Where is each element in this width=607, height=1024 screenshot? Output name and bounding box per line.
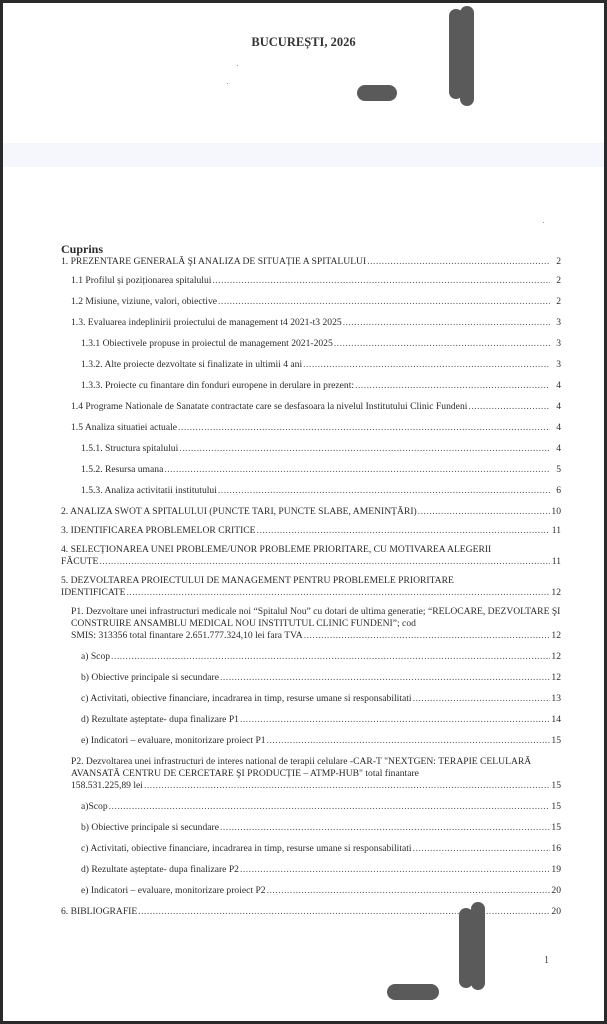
dot-leader: [111, 651, 550, 663]
toc-entry[interactable]: [61, 422, 561, 434]
toc-entry-label: 3. IDENTIFICAREA PROBLEMELOR CRITICE: [61, 525, 256, 536]
redaction-mark: [460, 6, 474, 106]
toc-entry-page: 15: [551, 801, 561, 812]
dot-leader: [240, 714, 550, 726]
toc-entry[interactable]: [61, 338, 561, 350]
toc-entry-label: 6. BIBLIOGRAFIE: [61, 906, 138, 917]
toc-entry-page: 12: [551, 630, 561, 641]
toc-entry-label: 158.531.225,89 lei: [71, 780, 143, 791]
toc-entry[interactable]: [61, 275, 561, 287]
toc-entry-label: d) Rezultate așteptate- dupa finalizare P2: [81, 864, 239, 875]
dot-leader: [334, 338, 550, 350]
toc-entry[interactable]: [61, 380, 561, 392]
toc-entry-page: 2: [556, 275, 561, 286]
dot-leader: [126, 587, 550, 599]
toc-entry-page: 11: [551, 525, 561, 536]
dot-leader: [220, 672, 550, 684]
toc-entry-label: e) Indicatori – evaluare, monitorizare proiect P2: [81, 885, 266, 896]
dot-leader: [413, 693, 550, 705]
toc-entry-label: 1.3. Evaluarea indeplinirii proiectului de management t4 2021-t3 2025: [71, 317, 342, 328]
toc-entry[interactable]: [61, 906, 561, 918]
toc-entry-label: 1.5.2. Resursa umana: [81, 464, 164, 475]
dot-leader: [418, 506, 550, 518]
redaction-mark: [387, 984, 439, 1000]
dot-leader: [99, 556, 550, 568]
toc-entry-page: 5: [556, 464, 561, 475]
scan-speck: [227, 83, 228, 84]
dot-leader: [218, 296, 550, 308]
toc-entry-label: 1.3.1 Obiectivele propuse in proiectul de management 2021-2025: [81, 338, 333, 349]
toc-entry-page: 4: [556, 380, 561, 391]
toc-entry-page: 12: [551, 672, 561, 683]
toc-entry[interactable]: [61, 359, 561, 371]
toc-entry-page: 12: [551, 651, 561, 662]
redaction-mark: [471, 902, 485, 990]
page-gap: [3, 143, 604, 167]
scan-speck: [543, 222, 544, 223]
toc-entry-page: 15: [551, 780, 561, 791]
toc-entry-label: a) Scop: [81, 651, 111, 662]
toc-entry-label: 1.3.2. Alte proiecte dezvoltate si finalizate in ultimii 4 ani: [81, 359, 303, 370]
dot-leader: [240, 864, 550, 876]
toc-entry-label: 2. ANALIZA SWOT A SPITALULUI (PUNCTE TARI, PUNCTE SLABE, AMENINȚĂRI): [61, 506, 417, 517]
toc-entry[interactable]: [61, 714, 561, 726]
toc-entry-label: c) Activitati, obiective financiare, incadrarea in timp, resurse umane si responsabilitati: [81, 693, 412, 704]
toc-entry-label: 1. PREZENTARE GENERALĂ ŞI ANALIZA DE SITUAȚIE A SPITALULUI: [61, 256, 367, 267]
toc-entry-page: 3: [556, 338, 561, 349]
toc-entry[interactable]: [61, 693, 561, 705]
dot-leader: [343, 317, 550, 329]
toc-entry-page: 2: [556, 256, 561, 267]
toc-entry-page: 4: [556, 422, 561, 433]
toc-entry-label: 1.5 Analiza situatiei actuale: [71, 422, 178, 433]
toc-title: Cuprins: [61, 242, 104, 256]
dot-leader: [109, 801, 550, 813]
toc-entry[interactable]: [61, 575, 561, 599]
dot-leader: [468, 401, 550, 413]
toc-entry-label: 1.3.3. Proiecte cu finantare din fonduri europene in derulare in prezent:: [81, 380, 355, 391]
dot-leader: [367, 256, 550, 268]
document-viewport: [3, 3, 604, 1021]
toc-entry-page: 12: [551, 587, 561, 598]
toc-entry-page: 20: [551, 906, 561, 917]
toc-entry-page: 10: [551, 506, 561, 517]
dot-leader: [413, 843, 550, 855]
toc-entry-label: d) Rezultate așteptate- dupa finalizare P1: [81, 714, 239, 725]
dot-leader: [212, 275, 550, 287]
toc-entry-label: e) Indicatori – evaluare, monitorizare proiect P1: [81, 735, 266, 746]
toc-entry[interactable]: [61, 822, 561, 834]
city-date: BUCUREȘTI, 2026: [251, 35, 356, 49]
toc-entry[interactable]: [61, 401, 561, 413]
cover-page-bottom: [3, 3, 604, 143]
toc-entry[interactable]: [61, 801, 561, 813]
toc-entry[interactable]: [61, 756, 561, 792]
toc-entry-label: 1.5.1. Structura spitalului: [81, 443, 179, 454]
toc-entry-page: 6: [556, 485, 561, 496]
toc-entry-page: 16: [551, 843, 561, 854]
dot-leader: [178, 422, 550, 434]
toc-entry-label: IDENTIFICATE: [61, 587, 126, 598]
toc-entry[interactable]: [61, 525, 561, 537]
toc-entry-page: 3: [556, 359, 561, 370]
dot-leader: [267, 735, 550, 747]
toc-entry-text-continued: 4. SELECȚIONAREA UNEI PROBLEME/UNOR PROBLEME PRIORITARE, CU MOTIVAREA ALEGERII: [61, 544, 492, 555]
toc-entry[interactable]: [61, 843, 561, 855]
toc-entry-page: 4: [556, 443, 561, 454]
dot-leader: [144, 780, 550, 792]
dot-leader: [220, 822, 550, 834]
toc-entry[interactable]: [61, 651, 561, 663]
dot-leader: [267, 885, 550, 897]
toc-entry-page: 20: [551, 885, 561, 896]
toc-entry-text-continued: 5. DEZVOLTAREA PROIECTULUI DE MANAGEMENT PENTRU PROBLEMELE PRIORITARE: [61, 575, 454, 586]
toc-entry-label: 1.1 Profilul și poziționarea spitalului: [71, 275, 212, 286]
toc-entry-page: 15: [551, 822, 561, 833]
toc-entry-page: 3: [556, 317, 561, 328]
dot-leader: [218, 485, 550, 497]
redaction-mark: [357, 85, 397, 101]
toc-entry-label: 1.2 Misiune, viziune, valori, obiective: [71, 296, 218, 307]
dot-leader: [164, 464, 550, 476]
toc-entry[interactable]: [61, 256, 561, 268]
toc-entry[interactable]: [61, 885, 561, 897]
toc-entry[interactable]: [61, 606, 561, 642]
toc-entry[interactable]: [61, 296, 561, 308]
toc-entry-page: 14: [551, 714, 561, 725]
toc-entry-label: a)Scop: [81, 801, 108, 812]
dot-leader: [138, 906, 550, 918]
toc-entry-page: 13: [551, 693, 561, 704]
toc-entry-page: 2: [556, 296, 561, 307]
toc-entry-page: 4: [556, 401, 561, 412]
page-number: 1: [544, 955, 549, 966]
table-of-contents: [61, 243, 561, 925]
toc-entry-page: 19: [551, 864, 561, 875]
dot-leader: [355, 380, 550, 392]
toc-entry[interactable]: [61, 485, 561, 497]
toc-entry-label: b) Obiective principale si secundare: [81, 822, 219, 833]
toc-entry[interactable]: [61, 672, 561, 684]
toc-entry-label: 1.5.3. Analiza activitatii institutului: [81, 485, 217, 496]
toc-entry[interactable]: [61, 317, 561, 329]
toc-entry-page: 15: [551, 735, 561, 746]
toc-entry[interactable]: [61, 864, 561, 876]
toc-entry-label: FĂCUTE: [61, 556, 99, 567]
scan-speck: [237, 65, 238, 66]
toc-entry[interactable]: [61, 735, 561, 747]
toc-entry-text-continued: P1. Dezvoltare unei infrastructuri medicale noi “Spitalul Nou” cu dotari de ultima generatie; “RELOCARE, DEZVOLTARE ŞI CONSTRUIRE ANSAMBLU MEDICAL NOU INSTITUTUL CLINIC FUNDENI”; cod: [71, 606, 561, 629]
toc-entry-label: c) Activitati, obiective financiare, incadrarea in timp, resurse umane si responsabilitati: [81, 843, 412, 854]
toc-entry-label: SMIS: 313356 total finantare 2.651.777.324,10 lei fara TVA: [71, 630, 303, 641]
toc-entry-label: b) Obiective principale si secundare: [81, 672, 219, 683]
toc-entry-label: 1.4 Programe Nationale de Sanatate contractate care se desfasoara la nivelul Institutului Clinic Fundeni: [71, 401, 468, 412]
dot-leader: [304, 630, 550, 642]
dot-leader: [179, 443, 550, 455]
toc-entry[interactable]: [61, 464, 561, 476]
toc-entry[interactable]: [61, 544, 561, 568]
dot-leader: [257, 525, 550, 537]
toc-entry-text-continued: P2. Dezvoltarea unei infrastructuri de interes national de terapii celulare -CAR-T "NEXTGEN: TERAPIE CELULARĂ AVANSATĂ CENTRU DE CERCETARE ŞI PRODUCȚIE – ATMP-HUB" total finantare: [71, 756, 532, 779]
toc-entry[interactable]: [61, 443, 561, 455]
dot-leader: [303, 359, 550, 371]
toc-entry[interactable]: [61, 506, 561, 518]
toc-entry-page: 11: [551, 556, 561, 567]
